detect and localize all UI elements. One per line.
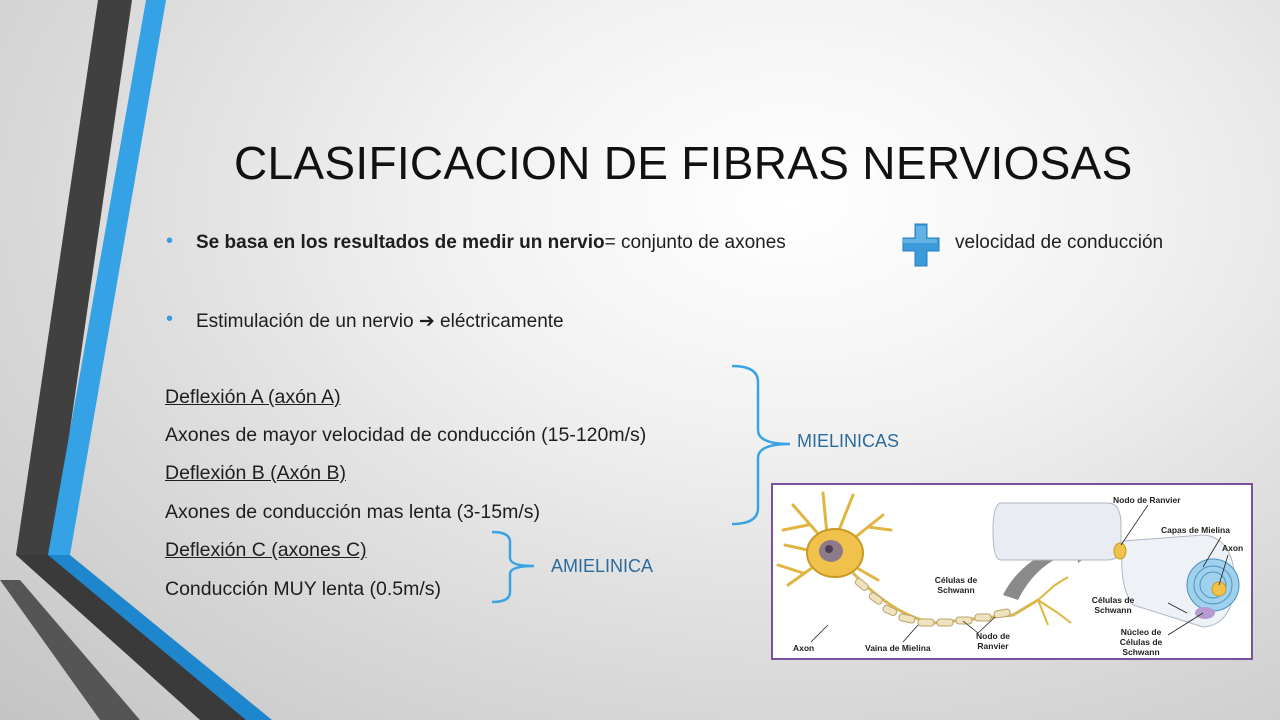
figure-label-axon-right: Axon xyxy=(1222,543,1244,553)
deflection-a-description: Axones de mayor velocidad de conducción (15-120m/s) xyxy=(165,424,647,446)
figure-label-nucleo: Núcleo de Células de Schwann xyxy=(1119,627,1163,657)
deflection-c-description: Conducción MUY lenta (0.5m/s) xyxy=(165,578,442,600)
unmyelinated-label: AMIELINICA xyxy=(551,556,654,576)
bullet-text-after-arrow: eléctricamente xyxy=(434,311,564,332)
slide-title: CLASIFICACION DE FIBRAS NERVIOSAS xyxy=(234,137,1133,189)
figure-label-axon-left: Axon xyxy=(793,643,815,653)
bullet-dot-icon: • xyxy=(166,308,174,330)
bullet-bold-text: Se basa en los resultados de medir un nervio xyxy=(196,232,605,253)
deflection-b-description: Axones de conducción mas lenta (3-15m/s) xyxy=(165,501,541,523)
figure-label-celulas-schwann-mid: Células de Schwann xyxy=(934,575,978,595)
myelinated-label: MIELINICAS xyxy=(797,431,900,451)
figure-label-capas-mielina: Capas de Mielina xyxy=(1161,525,1230,535)
neuron-diagram xyxy=(771,483,1253,660)
bullet-normal-text: = conjunto de axones xyxy=(604,232,786,253)
deflection-b-heading: Deflexión B (Axón B) xyxy=(165,462,346,484)
bullet-stimulation xyxy=(166,308,564,333)
bullet-after-plus-text: velocidad de conducción xyxy=(955,232,1164,253)
figure-label-nodo-ranvier-top: Nodo de Ranvier xyxy=(1113,495,1181,505)
figure-label-vaina-mielina: Vaina de Mielina xyxy=(865,643,931,653)
plus-icon xyxy=(901,222,941,268)
figure-label-nodo-ranvier-bottom: Nodo de Ranvier xyxy=(976,631,1010,651)
arrow-right-icon: ➔ xyxy=(418,311,435,332)
deflection-a-heading: Deflexión A (axón A) xyxy=(165,386,341,408)
bullet-dot-icon: • xyxy=(166,230,174,252)
bullet-basis xyxy=(166,230,786,254)
bullet-text-before-arrow: Estimulación de un nervio xyxy=(196,311,419,332)
figure-label-celulas-schwann-right: Células de Schwann xyxy=(1091,595,1135,615)
deflection-c-heading: Deflexión C (axones C) xyxy=(165,539,367,561)
unmyelinated-brace-icon xyxy=(488,528,548,606)
